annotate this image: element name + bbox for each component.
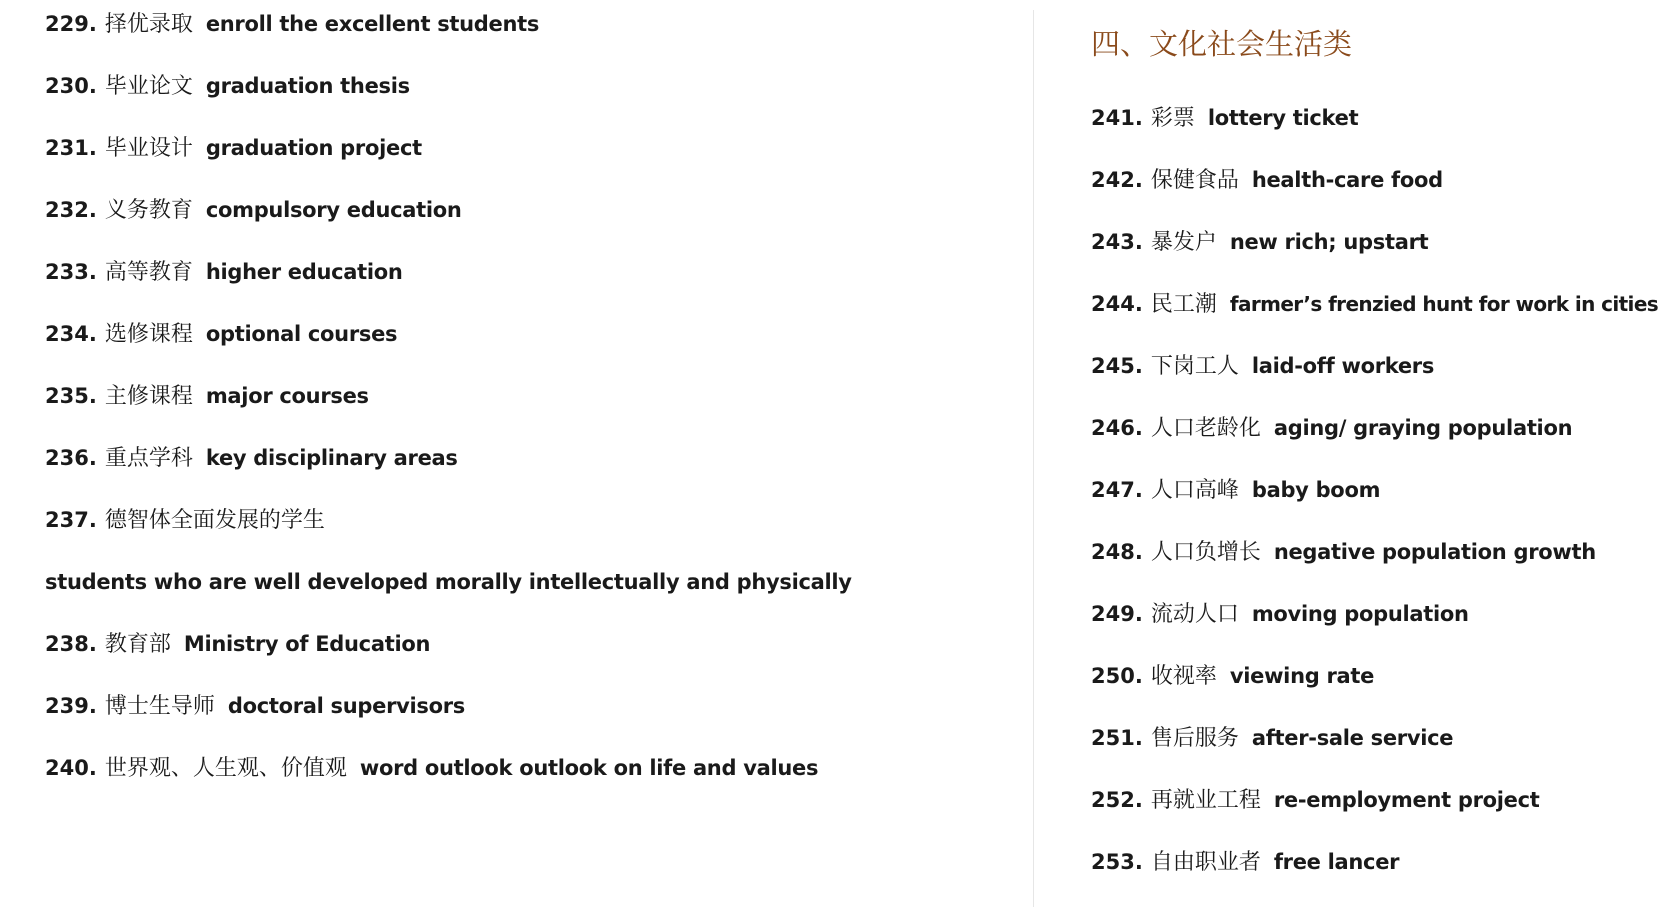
entry-english: moving population: [1251, 602, 1469, 626]
glossary-entry: [1091, 662, 1374, 691]
entry-chinese: 人口负增长: [1150, 540, 1261, 565]
glossary-entry: [1091, 290, 1658, 319]
entry-english: baby boom: [1251, 478, 1381, 502]
section-title: 四、文化社会生活类: [1091, 27, 1353, 61]
entry-number: 251.: [1091, 726, 1143, 750]
entry-english: enroll the excellent students: [205, 12, 540, 36]
entry-number: 240.: [45, 756, 97, 780]
glossary-entry: [45, 10, 539, 39]
entry-number: 253.: [1091, 850, 1143, 874]
entry-english: negative population growth: [1273, 540, 1596, 564]
entry-chinese: 售后服务: [1150, 726, 1239, 751]
entry-chinese: 自由职业者: [1150, 850, 1261, 875]
glossary-entry: [45, 506, 338, 535]
entry-english: graduation thesis: [205, 74, 410, 98]
glossary-entry: [1091, 104, 1358, 133]
entry-chinese: 高等教育: [104, 260, 193, 285]
glossary-entry-continuation: [45, 568, 852, 596]
entry-chinese: 选修课程: [104, 322, 193, 347]
entry-chinese: 毕业论文: [104, 74, 193, 99]
entry-chinese: 彩票: [1150, 106, 1195, 131]
glossary-entry: [45, 382, 369, 411]
entry-english: word outlook outlook on life and values: [359, 756, 819, 780]
entry-english: farmer’s frenzied hunt for work in cities: [1229, 292, 1659, 316]
entry-english: students who are well developed morally intellectually and physically: [45, 570, 852, 594]
glossary-entry: [1091, 228, 1428, 257]
entry-english: viewing rate: [1229, 664, 1375, 688]
glossary-entry: [45, 754, 818, 783]
glossary-entry: [1091, 724, 1453, 753]
entry-number: 247.: [1091, 478, 1143, 502]
entry-chinese: 毕业设计: [104, 136, 193, 161]
entry-english: compulsory education: [205, 198, 462, 222]
entry-number: 249.: [1091, 602, 1143, 626]
glossary-entry: [45, 134, 422, 163]
entry-chinese: 主修课程: [104, 384, 193, 409]
glossary-entry: [1091, 848, 1399, 877]
glossary-entry: [45, 72, 410, 101]
entry-number: 237.: [45, 508, 97, 532]
entry-number: 235.: [45, 384, 97, 408]
entry-chinese: 重点学科: [104, 446, 193, 471]
glossary-entry: [45, 444, 458, 473]
entry-number: 243.: [1091, 230, 1143, 254]
glossary-entry: [45, 630, 430, 659]
glossary-entry: [1091, 538, 1596, 567]
glossary-entry: [45, 196, 462, 225]
entry-english: optional courses: [205, 322, 398, 346]
entry-english: doctoral supervisors: [227, 694, 466, 718]
entry-chinese: 德智体全面发展的学生: [104, 508, 325, 533]
entry-number: 229.: [45, 12, 97, 36]
entry-chinese: 民工潮: [1150, 292, 1217, 317]
entry-english: new rich; upstart: [1229, 230, 1429, 254]
entry-chinese: 择优录取: [104, 12, 193, 37]
entry-number: 242.: [1091, 168, 1143, 192]
glossary-entry: [1091, 414, 1572, 443]
entry-english: laid-off workers: [1251, 354, 1435, 378]
entry-english: free lancer: [1273, 850, 1400, 874]
entry-english: Ministry of Education: [183, 632, 431, 656]
entry-chinese: 流动人口: [1150, 602, 1239, 627]
entry-english: higher education: [205, 260, 403, 284]
glossary-entry: [1091, 476, 1380, 505]
entry-number: 234.: [45, 322, 97, 346]
entry-chinese: 收视率: [1150, 664, 1217, 689]
entry-chinese: 博士生导师: [104, 694, 215, 719]
entry-chinese: 人口老龄化: [1150, 416, 1261, 441]
entry-chinese: 义务教育: [104, 198, 193, 223]
glossary-entry: [1091, 600, 1469, 629]
entry-chinese: 教育部: [104, 632, 171, 657]
entry-chinese: 再就业工程: [1150, 788, 1261, 813]
entry-number: 230.: [45, 74, 97, 98]
entry-number: 252.: [1091, 788, 1143, 812]
entry-number: 231.: [45, 136, 97, 160]
glossary-entry: [1091, 166, 1443, 195]
entry-english: health-care food: [1251, 168, 1443, 192]
entry-english: lottery ticket: [1207, 106, 1359, 130]
entry-chinese: 人口高峰: [1150, 478, 1239, 503]
entry-english: re-employment project: [1273, 788, 1540, 812]
column-divider: [1033, 10, 1034, 907]
entry-number: 238.: [45, 632, 97, 656]
entry-chinese: 暴发户: [1150, 230, 1217, 255]
entry-number: 233.: [45, 260, 97, 284]
glossary-entry: [1091, 352, 1434, 381]
entry-english: graduation project: [205, 136, 422, 160]
entry-number: 250.: [1091, 664, 1143, 688]
entry-chinese: 保健食品: [1150, 168, 1239, 193]
entry-number: 245.: [1091, 354, 1143, 378]
entry-english: major courses: [205, 384, 369, 408]
entry-number: 246.: [1091, 416, 1143, 440]
entry-english: after-sale service: [1251, 726, 1454, 750]
entry-english: key disciplinary areas: [205, 446, 458, 470]
glossary-entry: [1091, 786, 1540, 815]
entry-chinese: 世界观、人生观、价值观: [104, 756, 347, 781]
glossary-entry: [45, 692, 465, 721]
entry-number: 244.: [1091, 292, 1143, 316]
entry-number: 239.: [45, 694, 97, 718]
entry-number: 248.: [1091, 540, 1143, 564]
glossary-entry: [45, 258, 403, 287]
entry-chinese: 下岗工人: [1150, 354, 1239, 379]
entry-number: 232.: [45, 198, 97, 222]
entry-number: 241.: [1091, 106, 1143, 130]
entry-english: aging/ graying population: [1273, 416, 1573, 440]
entry-number: 236.: [45, 446, 97, 470]
glossary-entry: [45, 320, 397, 349]
